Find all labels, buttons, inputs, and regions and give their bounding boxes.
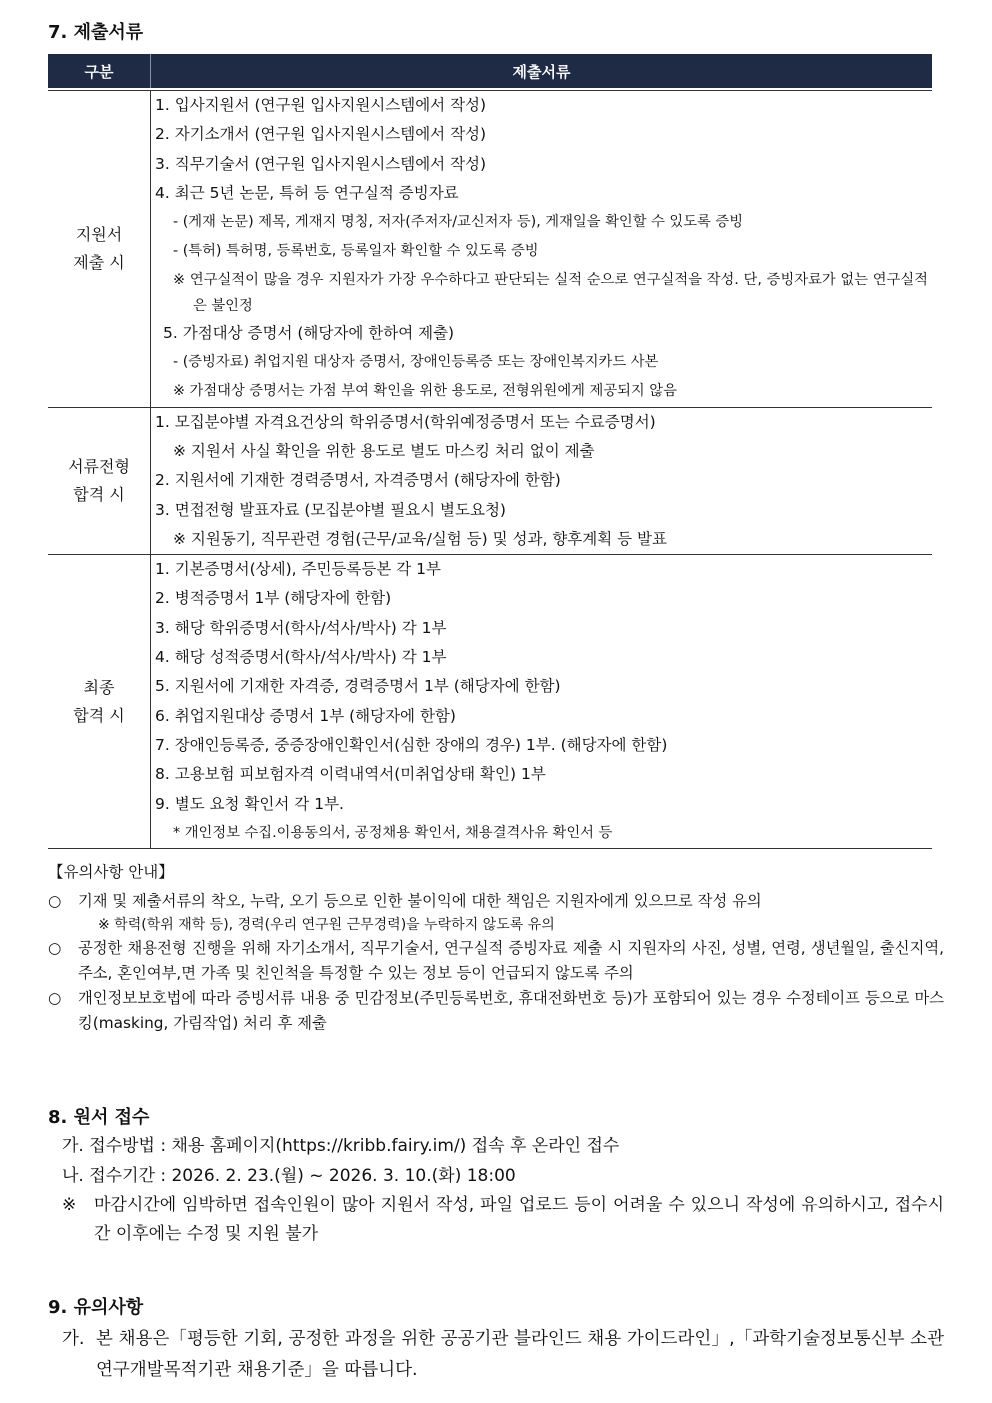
notice-section — [62, 1324, 944, 1386]
table-row — [48, 407, 932, 554]
row-items — [151, 407, 933, 554]
list-item: 6. 취업지원대상 증명서 1부 (해당자에 한함) — [155, 706, 456, 725]
list-note: ※ 지원서 사실 확인을 위한 용도로 별도 마스킹 처리 없이 제출 — [173, 441, 595, 460]
item-marker: 가. — [62, 1329, 85, 1349]
section-7-title: 7. 제출서류 — [48, 22, 144, 43]
circle-bullet-icon: ○ — [48, 892, 62, 910]
application-period: 나. 접수기간 : 2026. 2. 23.(월) ~ 2026. 3. 10.(화) 18:00 — [62, 1166, 516, 1186]
application-method: 가. 접수방법 : 채용 홈페이지(https://kribb.fairy.im/) 접속 후 온라인 접수 — [62, 1136, 620, 1156]
list-item: 1. 기본증명서(상세), 주민등록등본 각 1부 — [155, 560, 441, 579]
list-note: ※ 연구실적이 많을 경우 지원자가 가장 우수하다고 판단되는 실적 순으로 연구실적을 작성. 단, 증빙자료가 없는 연구실적은 불인정 — [173, 271, 928, 314]
header-documents: 제출서류 — [151, 54, 933, 88]
caution-item: ○ 기재 및 제출서류의 착오, 누락, 오기 등으로 인한 불이익에 대한 책임은 지원자에게 있으므로 작성 유의 ※ 학력(학위 재학 등), 경력(우리 연구원 근무경력)을 누락하지 않도록 유의 — [48, 889, 944, 936]
submission-documents-table — [48, 54, 932, 849]
caution-item: ○ 개인정보보호법에 따라 증빙서류 내용 중 민감정보(주민등록번호, 휴대전화번호 등)가 포함되어 있는 경우 수정테이프 등으로 마스킹(masking, 가림작업) 처리 후 제출 — [48, 986, 944, 1036]
table-row — [48, 555, 932, 849]
row-category: 지원서 제출 시 — [48, 91, 151, 408]
list-note: ※ 가점대상 증명서는 가점 부여 확인을 위한 용도로, 전형위원에게 제공되지 않음 — [173, 383, 677, 400]
list-item: 1. 모집분야별 자격요건상의 학위증명서(학위예정증명서 또는 수료증명서) — [155, 412, 656, 431]
circle-bullet-icon: ○ — [48, 939, 62, 957]
notice-item: 가. 본 채용은「평등한 기회, 공정한 과정을 위한 공공기관 블라인드 채용 가이드라인」,「과학기술정보통신부 소관 연구개발목적기관 채용기준」을 따릅니다. — [62, 1324, 944, 1386]
list-item: 5. 가점대상 증명서 (해당자에 한하여 제출) — [163, 323, 455, 342]
list-item: - (특허) 특허명, 등록번호, 등록일자 확인할 수 있도록 증빙 — [173, 243, 539, 260]
table-row — [48, 91, 932, 408]
list-item: 4. 최근 5년 논문, 특허 등 연구실적 증빙자료 — [155, 183, 459, 202]
list-item: 3. 면접전형 발표자료 (모집분야별 필요시 별도요청) — [155, 500, 506, 519]
list-item: 8. 고용보험 피보험자격 이력내역서(미취업상태 확인) 1부 — [155, 765, 546, 784]
list-note: * 개인정보 수집.이용동의서, 공정채용 확인서, 채용결격사유 확인서 등 — [173, 824, 613, 841]
list-item: - (증빙자료) 취업지원 대상자 증명서, 장애인등록증 또는 장애인복지카드 사본 — [173, 354, 659, 371]
list-item: 7. 장애인등록증, 중증장애인확인서(심한 장애의 경우) 1부. (해당자에 한함) — [155, 735, 668, 754]
row-category: 서류전형 합격 시 — [48, 407, 151, 554]
list-item: 4. 해당 성적증명서(학사/석사/박사) 각 1부 — [155, 648, 447, 667]
caution-item: ○ 공정한 채용전형 진행을 위해 자기소개서, 직무기술서, 연구실적 증빙자료 제출 시 지원자의 사진, 성별, 연령, 생년월일, 출신지역, 주소, 혼인여부,면 가족 및 친인척을 특정할 수 있는 정보 등이 언급되지 않도록 주의 — [48, 936, 944, 986]
list-item: 2. 지원서에 기재한 경력증명서, 자격증명서 (해당자에 한함) — [155, 471, 561, 490]
list-note: ※ 지원동기, 직무관련 경험(근무/교육/실험 등) 및 성과, 향후계획 등 발표 — [173, 529, 667, 548]
row-items — [151, 555, 933, 849]
list-item: 5. 지원서에 기재한 자격증, 경력증명서 1부 (해당자에 한함) — [155, 677, 561, 696]
application-section — [62, 1131, 944, 1249]
application-note: ※ 마감시간에 임박하면 접속인원이 많아 지원서 작성, 파일 업로드 등이 어려울 수 있으니 작성에 유의하시고, 접수시간 이후에는 수정 및 지원 불가 — [62, 1191, 944, 1249]
note-marker: ※ — [62, 1195, 77, 1215]
list-item: 2. 병적증명서 1부 (해당자에 한함) — [155, 589, 392, 608]
row-items — [151, 91, 933, 408]
caution-heading: 【유의사항 안내】 — [48, 863, 174, 881]
circle-bullet-icon: ○ — [48, 989, 62, 1007]
caution-notice — [48, 859, 944, 1036]
section-8-title: 8. 원서 접수 — [48, 1107, 150, 1128]
caution-subnote: ※ 학력(학위 재학 등), 경력(우리 연구원 근무경력)을 누락하지 않도록 유의 — [98, 917, 555, 933]
list-item: 3. 직무기술서 (연구원 입사지원시스템에서 작성) — [155, 154, 487, 173]
row-category: 최종 합격 시 — [48, 555, 151, 849]
list-item: 1. 입사지원서 (연구원 입사지원시스템에서 작성) — [155, 96, 487, 114]
list-item: 9. 별도 요청 확인서 각 1부. — [155, 794, 344, 813]
section-9-title: 9. 유의사항 — [48, 1297, 144, 1318]
header-category: 구분 — [48, 54, 151, 88]
list-item: 2. 자기소개서 (연구원 입사지원시스템에서 작성) — [155, 125, 487, 144]
list-item: 3. 해당 학위증명서(학사/석사/박사) 각 1부 — [155, 618, 447, 637]
table-header-row — [48, 54, 932, 88]
list-item: - (게재 논문) 제목, 게재지 명칭, 저자(주저자/교신저자 등), 게재일을 확인할 수 있도록 증빙 — [173, 214, 744, 231]
